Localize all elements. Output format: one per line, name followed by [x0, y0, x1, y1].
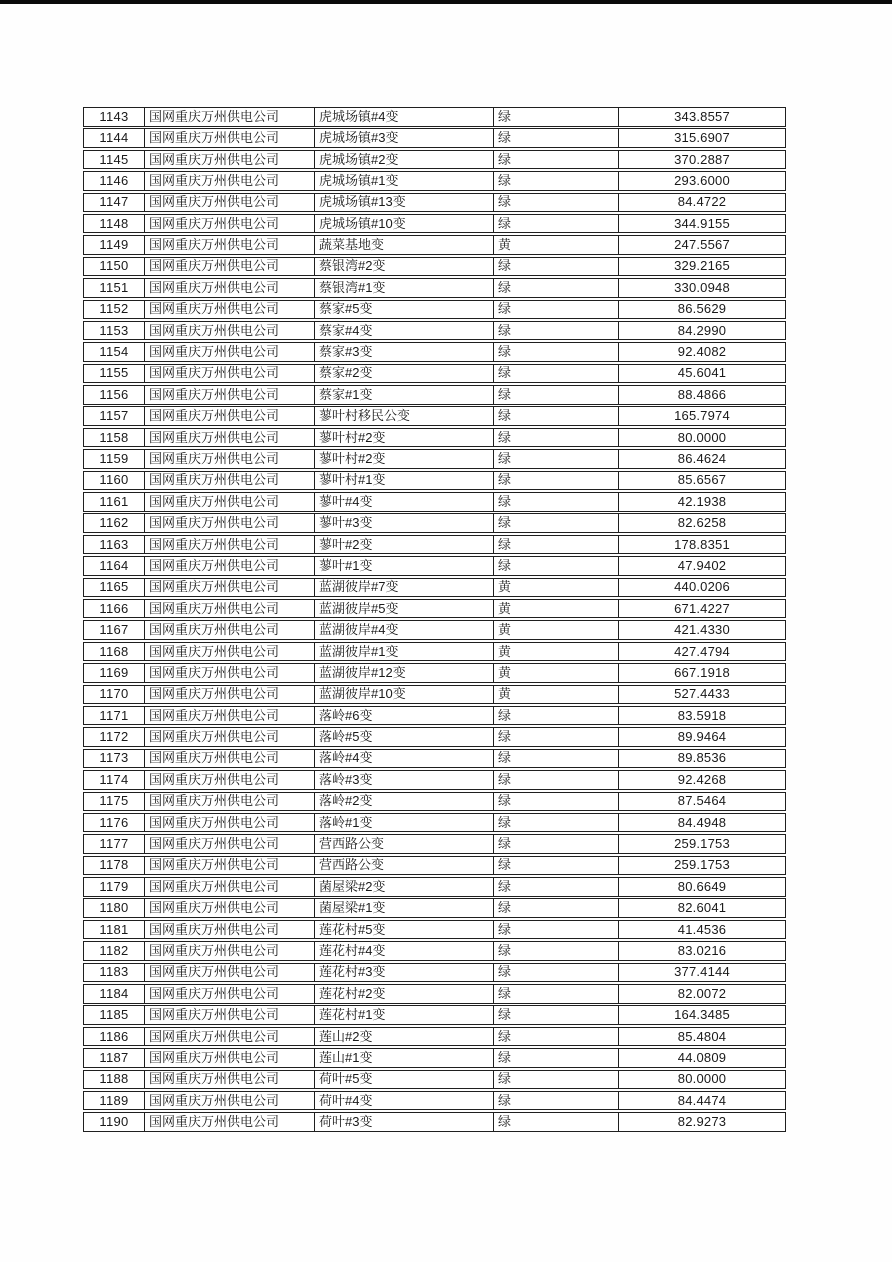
substation-cell: 蔡银湾#1变: [315, 279, 494, 297]
row-number-cell: 1146: [84, 172, 145, 190]
substation-cell: 蔬菜基地变: [315, 236, 494, 254]
value-cell: 44.0809: [677, 1049, 727, 1065]
status-cell: 黄: [494, 600, 619, 618]
status-cell: 黄: [494, 236, 619, 254]
row-number-cell: 1163: [84, 536, 145, 554]
table-row: [83, 856, 786, 876]
table-row: [83, 556, 786, 576]
substation-cell: 莲花村#3变: [315, 964, 494, 982]
row-number-cell: 1151: [84, 279, 145, 297]
row-number-cell: 1186: [84, 1028, 145, 1046]
value-cell: 344.9155: [674, 215, 730, 231]
company-cell: 国网重庆万州供电公司: [145, 129, 315, 147]
company-cell: 国网重庆万州供电公司: [145, 664, 315, 682]
company-cell: 国网重庆万州供电公司: [145, 942, 315, 960]
value-cell: 85.4804: [677, 1028, 727, 1044]
row-number-cell: 1153: [84, 322, 145, 340]
substation-cell: 蓝湖彼岸#10变: [315, 686, 494, 704]
table-row: [83, 1005, 786, 1025]
status-cell: 黄: [494, 664, 619, 682]
substation-cell: 蔡家#1变: [315, 386, 494, 404]
status-cell: 绿: [494, 365, 619, 383]
table-row: [83, 1070, 786, 1090]
substation-cell: 莲花村#5变: [315, 921, 494, 939]
table-row: [83, 171, 786, 191]
company-cell: 国网重庆万州供电公司: [145, 985, 315, 1003]
company-cell: 国网重庆万州供电公司: [145, 365, 315, 383]
table-row: [83, 513, 786, 533]
status-cell: 绿: [494, 301, 619, 319]
value-cell: 89.8536: [677, 750, 727, 766]
value-cell: 82.6258: [677, 515, 727, 531]
value-cell: 440.0206: [674, 579, 730, 595]
value-cell: 247.5567: [674, 237, 730, 253]
row-number-cell: 1169: [84, 664, 145, 682]
substation-cell: 荷叶#3变: [315, 1113, 494, 1131]
value-cell: 80.6649: [677, 878, 727, 894]
substation-cell: 落岭#2变: [315, 793, 494, 811]
row-number-cell: 1181: [84, 921, 145, 939]
substation-cell: 蓼叶村#1变: [315, 472, 494, 490]
status-cell: 黄: [494, 643, 619, 661]
status-cell: 绿: [494, 258, 619, 276]
status-cell: 绿: [494, 386, 619, 404]
row-number-cell: 1167: [84, 621, 145, 639]
row-number-cell: 1150: [84, 258, 145, 276]
company-cell: 国网重庆万州供电公司: [145, 899, 315, 917]
company-cell: 国网重庆万州供电公司: [145, 322, 315, 340]
company-cell: 国网重庆万州供电公司: [145, 921, 315, 939]
status-cell: 绿: [494, 771, 619, 789]
substation-cell: 莲花村#1变: [315, 1006, 494, 1024]
table-row: [83, 813, 786, 833]
company-cell: 国网重庆万州供电公司: [145, 814, 315, 832]
value-cell: 178.8351: [674, 536, 730, 552]
status-cell: 绿: [494, 857, 619, 875]
company-cell: 国网重庆万州供电公司: [145, 600, 315, 618]
table-row: [83, 449, 786, 469]
row-number-cell: 1158: [84, 429, 145, 447]
table-row: [83, 492, 786, 512]
substation-cell: 虎城场镇#1变: [315, 172, 494, 190]
row-number-cell: 1165: [84, 579, 145, 597]
row-number-cell: 1160: [84, 472, 145, 490]
company-cell: 国网重庆万州供电公司: [145, 750, 315, 768]
substation-cell: 蓼叶#4变: [315, 493, 494, 511]
table-row: [83, 278, 786, 298]
status-cell: 黄: [494, 579, 619, 597]
value-cell: 80.0000: [677, 429, 727, 445]
substation-cell: 蓝湖彼岸#7变: [315, 579, 494, 597]
table-row: [83, 300, 786, 320]
table-row: [83, 1027, 786, 1047]
company-cell: 国网重庆万州供电公司: [145, 108, 315, 126]
status-cell: 绿: [494, 172, 619, 190]
substation-cell: 蓝湖彼岸#4变: [315, 621, 494, 639]
status-cell: 绿: [494, 129, 619, 147]
table-row: [83, 150, 786, 170]
status-cell: 黄: [494, 686, 619, 704]
company-cell: 国网重庆万州供电公司: [145, 1092, 315, 1110]
row-number-cell: 1168: [84, 643, 145, 661]
row-number-cell: 1177: [84, 835, 145, 853]
value-cell: 421.4330: [674, 622, 730, 638]
company-cell: 国网重庆万州供电公司: [145, 793, 315, 811]
status-cell: 绿: [494, 450, 619, 468]
company-cell: 国网重庆万州供电公司: [145, 450, 315, 468]
row-number-cell: 1166: [84, 600, 145, 618]
company-cell: 国网重庆万州供电公司: [145, 1006, 315, 1024]
table-row: [83, 1091, 786, 1111]
substation-cell: 蔡家#3变: [315, 343, 494, 361]
substation-cell: 菌屋梁#1变: [315, 899, 494, 917]
row-number-cell: 1161: [84, 493, 145, 511]
row-number-cell: 1171: [84, 707, 145, 725]
substation-cell: 落岭#6变: [315, 707, 494, 725]
value-cell: 92.4268: [677, 771, 727, 787]
row-number-cell: 1185: [84, 1006, 145, 1024]
value-cell: 370.2887: [674, 151, 730, 167]
table-row: [83, 364, 786, 384]
status-cell: 绿: [494, 964, 619, 982]
company-cell: 国网重庆万州供电公司: [145, 728, 315, 746]
value-cell: 42.1938: [677, 493, 727, 509]
table-row: [83, 578, 786, 598]
company-cell: 国网重庆万州供电公司: [145, 386, 315, 404]
value-cell: 85.6567: [677, 472, 727, 488]
row-number-cell: 1149: [84, 236, 145, 254]
value-cell: 80.0000: [677, 1071, 727, 1087]
substation-cell: 蓼叶#3变: [315, 514, 494, 532]
status-cell: 绿: [494, 1049, 619, 1067]
status-cell: 绿: [494, 1113, 619, 1131]
company-cell: 国网重庆万州供电公司: [145, 429, 315, 447]
status-cell: 绿: [494, 343, 619, 361]
value-cell: 165.7974: [674, 408, 730, 424]
value-cell: 259.1753: [674, 857, 730, 873]
row-number-cell: 1143: [84, 108, 145, 126]
row-number-cell: 1183: [84, 964, 145, 982]
status-cell: 绿: [494, 985, 619, 1003]
company-cell: 国网重庆万州供电公司: [145, 407, 315, 425]
table-row: [83, 406, 786, 426]
substation-cell: 蔡家#4变: [315, 322, 494, 340]
status-cell: 绿: [494, 707, 619, 725]
table-row: [83, 321, 786, 341]
value-cell: 671.4227: [674, 600, 730, 616]
substation-cell: 蔡家#2变: [315, 365, 494, 383]
value-cell: 88.4866: [677, 386, 727, 402]
substation-cell: 蓼叶村#2变: [315, 429, 494, 447]
value-cell: 86.4624: [677, 451, 727, 466]
table-row: [83, 535, 786, 555]
row-number-cell: 1148: [84, 215, 145, 233]
row-number-cell: 1159: [84, 450, 145, 468]
company-cell: 国网重庆万州供电公司: [145, 258, 315, 276]
substation-cell: 虎城场镇#4变: [315, 108, 494, 126]
status-cell: 绿: [494, 942, 619, 960]
row-number-cell: 1176: [84, 814, 145, 832]
table-row: [83, 428, 786, 448]
value-cell: 92.4082: [677, 344, 727, 360]
value-cell: 82.6041: [677, 900, 727, 916]
row-number-cell: 1180: [84, 899, 145, 917]
company-cell: 国网重庆万州供电公司: [145, 835, 315, 853]
row-number-cell: 1184: [84, 985, 145, 1003]
value-cell: 84.2990: [677, 322, 727, 338]
table-row: [83, 235, 786, 255]
table-row: [83, 963, 786, 983]
row-number-cell: 1174: [84, 771, 145, 789]
status-cell: 绿: [494, 194, 619, 212]
status-cell: 绿: [494, 728, 619, 746]
row-number-cell: 1145: [84, 151, 145, 169]
top-black-bar: [0, 0, 892, 4]
company-cell: 国网重庆万州供电公司: [145, 536, 315, 554]
company-cell: 国网重庆万州供电公司: [145, 857, 315, 875]
status-cell: 绿: [494, 750, 619, 768]
row-number-cell: 1164: [84, 557, 145, 575]
value-cell: 89.9464: [677, 729, 727, 745]
table-row: [83, 792, 786, 812]
substation-cell: 莲花村#4变: [315, 942, 494, 960]
substation-cell: 蔡银湾#2变: [315, 258, 494, 276]
status-cell: 绿: [494, 814, 619, 832]
table-row: [83, 385, 786, 405]
table-row: [83, 1112, 786, 1132]
status-cell: 绿: [494, 429, 619, 447]
table-row: [83, 620, 786, 640]
table-row: [83, 599, 786, 619]
company-cell: 国网重庆万州供电公司: [145, 771, 315, 789]
substation-cell: 莲山#2变: [315, 1028, 494, 1046]
table-row: [83, 257, 786, 277]
value-cell: 84.4948: [677, 814, 727, 830]
company-cell: 国网重庆万州供电公司: [145, 215, 315, 233]
row-number-cell: 1175: [84, 793, 145, 811]
value-cell: 45.6041: [677, 365, 727, 381]
substation-cell: 落岭#1变: [315, 814, 494, 832]
status-cell: 绿: [494, 878, 619, 896]
status-cell: 绿: [494, 835, 619, 853]
row-number-cell: 1187: [84, 1049, 145, 1067]
substation-cell: 虎城场镇#3变: [315, 129, 494, 147]
substation-cell: 莲山#1变: [315, 1049, 494, 1067]
substation-cell: 虎城场镇#13变: [315, 194, 494, 212]
status-cell: 黄: [494, 621, 619, 639]
value-cell: 83.0216: [677, 942, 727, 958]
row-number-cell: 1157: [84, 407, 145, 425]
table-row: [83, 107, 786, 127]
status-cell: 绿: [494, 493, 619, 511]
value-cell: 84.4722: [677, 194, 727, 210]
row-number-cell: 1155: [84, 365, 145, 383]
substation-cell: 菌屋梁#2变: [315, 878, 494, 896]
row-number-cell: 1189: [84, 1092, 145, 1110]
table-row: [83, 193, 786, 213]
substation-cell: 蓼叶#2变: [315, 536, 494, 554]
row-number-cell: 1173: [84, 750, 145, 768]
value-cell: 82.9273: [677, 1114, 727, 1130]
value-cell: 86.5629: [677, 301, 727, 317]
value-cell: 41.4536: [677, 921, 727, 937]
table-row: [83, 342, 786, 362]
row-number-cell: 1188: [84, 1071, 145, 1089]
table-row: [83, 920, 786, 940]
company-cell: 国网重庆万州供电公司: [145, 557, 315, 575]
status-cell: 绿: [494, 793, 619, 811]
status-cell: 绿: [494, 215, 619, 233]
value-cell: 427.4794: [674, 643, 730, 659]
value-cell: 527.4433: [674, 686, 730, 702]
row-number-cell: 1172: [84, 728, 145, 746]
value-cell: 330.0948: [674, 279, 730, 295]
company-cell: 国网重庆万州供电公司: [145, 964, 315, 982]
company-cell: 国网重庆万州供电公司: [145, 1028, 315, 1046]
company-cell: 国网重庆万州供电公司: [145, 1049, 315, 1067]
value-cell: 87.5464: [677, 793, 727, 809]
table-row: [83, 471, 786, 491]
company-cell: 国网重庆万州供电公司: [145, 194, 315, 212]
value-cell: 293.6000: [674, 172, 730, 188]
substation-cell: 落岭#3变: [315, 771, 494, 789]
company-cell: 国网重庆万州供电公司: [145, 236, 315, 254]
row-number-cell: 1154: [84, 343, 145, 361]
status-cell: 绿: [494, 514, 619, 532]
row-number-cell: 1170: [84, 686, 145, 704]
status-cell: 绿: [494, 557, 619, 575]
company-cell: 国网重庆万州供电公司: [145, 343, 315, 361]
company-cell: 国网重庆万州供电公司: [145, 151, 315, 169]
table-row: [83, 214, 786, 234]
company-cell: 国网重庆万州供电公司: [145, 621, 315, 639]
status-cell: 绿: [494, 536, 619, 554]
table-row: [83, 941, 786, 961]
company-cell: 国网重庆万州供电公司: [145, 1113, 315, 1131]
company-cell: 国网重庆万州供电公司: [145, 301, 315, 319]
table-row: [83, 749, 786, 769]
substation-cell: 蓼叶村#2变: [315, 450, 494, 468]
substation-cell: 虎城场镇#10变: [315, 215, 494, 233]
value-cell: 47.9402: [677, 557, 727, 573]
status-cell: 绿: [494, 108, 619, 126]
substation-cell: 营西路公变: [315, 835, 494, 853]
status-cell: 绿: [494, 279, 619, 297]
row-number-cell: 1190: [84, 1113, 145, 1131]
value-cell: 377.4144: [674, 964, 730, 980]
value-cell: 82.0072: [677, 985, 727, 1001]
table-row: [83, 663, 786, 683]
company-cell: 国网重庆万州供电公司: [145, 493, 315, 511]
value-cell: 164.3485: [674, 1007, 730, 1023]
company-cell: 国网重庆万州供电公司: [145, 878, 315, 896]
substation-cell: 落岭#5变: [315, 728, 494, 746]
table-row: [83, 727, 786, 747]
value-cell: 259.1753: [674, 836, 730, 852]
table-row: [83, 770, 786, 790]
substation-cell: 荷叶#4变: [315, 1092, 494, 1110]
row-number-cell: 1144: [84, 129, 145, 147]
company-cell: 国网重庆万州供电公司: [145, 579, 315, 597]
status-cell: 绿: [494, 151, 619, 169]
table-row: [83, 1048, 786, 1068]
company-cell: 国网重庆万州供电公司: [145, 707, 315, 725]
company-cell: 国网重庆万州供电公司: [145, 686, 315, 704]
table-row: [83, 128, 786, 148]
substation-cell: 营西路公变: [315, 857, 494, 875]
row-number-cell: 1182: [84, 942, 145, 960]
status-cell: 绿: [494, 407, 619, 425]
table-row: [83, 984, 786, 1004]
substation-cell: 蓝湖彼岸#12变: [315, 664, 494, 682]
status-cell: 绿: [494, 1071, 619, 1089]
substation-table: [83, 107, 786, 1134]
row-number-cell: 1162: [84, 514, 145, 532]
value-cell: 84.4474: [677, 1092, 727, 1108]
substation-cell: 莲花村#2变: [315, 985, 494, 1003]
substation-cell: 蓼叶村移民公变: [315, 407, 494, 425]
substation-cell: 蔡家#5变: [315, 301, 494, 319]
table-row: [83, 706, 786, 726]
substation-cell: 荷叶#5变: [315, 1071, 494, 1089]
company-cell: 国网重庆万州供电公司: [145, 472, 315, 490]
row-number-cell: 1156: [84, 386, 145, 404]
company-cell: 国网重庆万州供电公司: [145, 514, 315, 532]
substation-cell: 蓝湖彼岸#1变: [315, 643, 494, 661]
value-cell: 83.5918: [677, 707, 727, 723]
substation-cell: 蓝湖彼岸#5变: [315, 600, 494, 618]
status-cell: 绿: [494, 1006, 619, 1024]
table-row: [83, 898, 786, 918]
row-number-cell: 1179: [84, 878, 145, 896]
status-cell: 绿: [494, 322, 619, 340]
status-cell: 绿: [494, 1028, 619, 1046]
value-cell: 667.1918: [674, 664, 730, 680]
substation-cell: 蓼叶#1变: [315, 557, 494, 575]
company-cell: 国网重庆万州供电公司: [145, 1071, 315, 1089]
table-row: [83, 834, 786, 854]
row-number-cell: 1152: [84, 301, 145, 319]
value-cell: 343.8557: [674, 108, 730, 124]
table-row: [83, 642, 786, 662]
status-cell: 绿: [494, 899, 619, 917]
company-cell: 国网重庆万州供电公司: [145, 643, 315, 661]
status-cell: 绿: [494, 921, 619, 939]
table-row: [83, 685, 786, 705]
status-cell: 绿: [494, 1092, 619, 1110]
substation-cell: 落岭#4变: [315, 750, 494, 768]
table-row: [83, 877, 786, 897]
substation-cell: 虎城场镇#2变: [315, 151, 494, 169]
status-cell: 绿: [494, 472, 619, 490]
company-cell: 国网重庆万州供电公司: [145, 172, 315, 190]
row-number-cell: 1147: [84, 194, 145, 212]
company-cell: 国网重庆万州供电公司: [145, 279, 315, 297]
value-cell: 329.2165: [674, 258, 730, 274]
row-number-cell: 1178: [84, 857, 145, 875]
value-cell: 315.6907: [674, 130, 730, 146]
